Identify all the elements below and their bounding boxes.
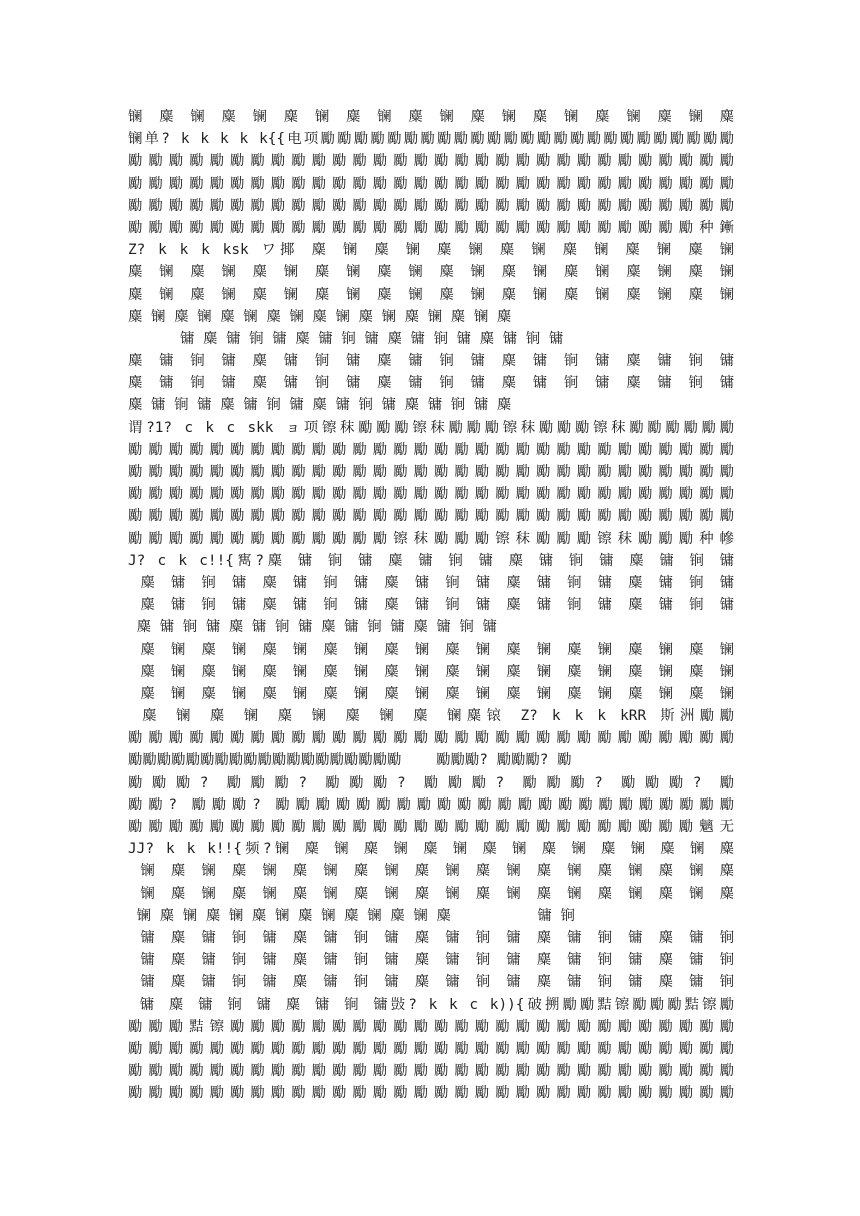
- text-line: 勵勵勵? 勵勵勵? 勵勵勵? 勵勵勵? 勵勵勵? 勵勵勵? 勵: [128, 774, 734, 791]
- text-line: 勵勵勵勵勵勵勵勵勵勵勵勵勵镲秣勵勵勵镲秣勵勵勵镲秣勵勵勵种幓: [128, 530, 734, 547]
- garbled-text-body: [128, 106, 734, 1104]
- text-line: 勵勵勵黠镲勵勵勵勵勵勵勵勵勵勵勵勵勵勵勵勵勵勵勵勵勵勵勵勵勵: [128, 1018, 734, 1035]
- text-line: 麋 镧 麋 镧 麋 镧 麋 镧 麋 镧 麋 镧 麋 镧 麋 镧 麋 镧 麋 镧: [128, 641, 734, 658]
- text-line: 镛 麋 镛 锏 镛 麋 镛 锏 镛敱? k k c k)){破搠勵勵黠镲勵勵勵黠镲勵: [128, 996, 734, 1013]
- text-line: 麋 镛 锏 镛 麋 镛 锏 镛 麋 镛 锏 镛 麋 镛 锏 镛: [128, 619, 497, 636]
- text-line: 镛 麋 镛 锏 镛 麋 镛 锏 镛 麋 镛 锏 镛 麋 镛 锏 镛: [128, 330, 564, 347]
- text-line: JJ? k k k!!{频?镧 麋 镧 麋 镧 麋 镧 麋 镧 麋 镧 麋 镧 麋 镧 麋: [128, 841, 734, 858]
- text-line: 镛 麋 镛 锏 镛 麋 镛 锏 镛 麋 镛 锏 镛 麋 镛 锏 镛 麋 镛 锏: [128, 974, 734, 991]
- text-line: 麋 镛 锏 镛 麋 镛 锏 镛 麋 镛 锏 镛 麋 镛 锏 镛 麋 镛 锏 镛: [128, 375, 734, 392]
- text-line: 麋 镧 麋 镧 麋 镧 麋 镧 麋 镧 麋 镧 麋 镧 麋 镧 麋 镧 麋 镧: [128, 663, 734, 680]
- text-line: 勵勵勵勵勵勵勵勵勵勵勵勵勵勵勵勵勵勵勵勵勵勵勵勵勵勵勵勵勵勵: [128, 153, 734, 170]
- text-line: 麋 镧 麋 镧 麋 镧 麋 镧 麋 镧麋锿 Z? k k k kRR 斯洲勵勵: [128, 708, 734, 725]
- text-line: 麋 镛 锏 镛 麋 镛 锏 镛 麋 镛 锏 镛 麋 镛 锏 镛 麋 镛 锏 镛: [128, 597, 734, 614]
- text-line: 勵勵? 勵勵勵? 勵勵勵勵勵勵勵勵勵勵勵勵勵勵勵勵勵勵勵勵勵勵勵: [128, 796, 734, 813]
- text-line: 勵勵勵勵勵勵勵勵勵勵勵勵勵勵勵勵勵勵勵勵勵勵勵勵勵勵勵勵勵勵: [128, 464, 734, 480]
- text-line: J? c k c!!{寯?麋 镛 锏 镛 麋 镛 锏 镛 麋 镛 锏 镛 麋 镛 锏 镛: [128, 552, 734, 569]
- text-line: 勵勵勵勵勵勵勵勵勵勵勵勵勵勵勵勵勵勵勵勵勵勵勵勵勵勵勵勵勵勵: [128, 486, 734, 503]
- text-line: 勵勵勵勵勵勵勵勵勵勵勵勵勵勵勵勵勵勵勵勵勵勵勵勵勵勵勵勵种鏩: [128, 219, 734, 236]
- text-line: 镛 麋 镛 锏 镛 麋 镛 锏 镛 麋 镛 锏 镛 麋 镛 锏 镛 麋 镛 锏: [128, 952, 734, 969]
- text-line: 勵勵勵勵勵勵勵勵勵勵勵勵勵勵勵勵勵勵勵勵勵勵勵勵勵勵勵勵勵勵: [128, 508, 734, 525]
- text-line: 勵勵勵勵勵勵勵勵勵勵勵勵勵勵勵勵勵勵勵勵勵勵勵勵勵勵勵勵勵勵: [128, 197, 734, 214]
- text-line: 镛 麋 镛 锏 镛 麋 镛 锏 镛 麋 镛 锏 镛 麋 镛 锏 镛 麋 镛 锏: [128, 929, 734, 946]
- text-line: 镧 麋 镧 麋 镧 麋 镧 麋 镧 麋 镧 麋 镧 麋 镧 麋 镧 麋 镧 麋: [128, 885, 734, 902]
- text-line: 麋 镧 麋 镧 麋 镧 麋 镧 麋 镧 麋 镧 麋 镧 麋 镧 麋 镧 麋 镧: [128, 264, 734, 281]
- text-line: 麋 镧 麋 镧 麋 镧 麋 镧 麋 镧 麋 镧 麋 镧 麋 镧 麋 镧 麋 镧: [128, 685, 734, 702]
- text-line: 麋 镛 锏 镛 麋 镛 锏 镛 麋 镛 锏 镛 麋 镛 锏 镛 麋 镛 锏 镛: [128, 574, 734, 591]
- text-line: 勵勵勵勵勵勵勵勵勵勵勵勵勵勵勵勵勵勵勵勵勵勵勵勵勵勵勵勵勵勵: [128, 1085, 734, 1102]
- text-line: 麋 镧 麋 镧 麋 镧 麋 镧 麋 镧 麋 镧 麋 镧 麋 镧 麋 镧 麋 镧: [128, 286, 734, 303]
- text-line: 勵勵勵勵勵勵勵勵勵勵勵勵勵勵勵勵勵勵勵勵勵勵勵勵勵勵勵勵勵勵: [128, 730, 734, 747]
- text-line: 勵勵勵勵勵勵勵勵勵勵勵勵勵勵勵勵勵勵勵勵勵勵勵勵勵勵勵勵魑无: [128, 819, 734, 835]
- text-line: 镧 麋 镧 麋 镧 麋 镧 麋 镧 麋 镧 麋 镧 麋 镧 麋 镧 麋 镧 麋: [128, 863, 734, 880]
- text-line: 镧单? k k k k k{{电项勵勵勵勵勵勵勵勵勵勵勵勵勵勵勵勵勵勵勵勵勵勵勵勵勵: [128, 131, 734, 148]
- text-line: 勵勵勵勵勵勵勵勵勵勵勵勵勵勵勵勵勵勵勵勵勵勵勵勵勵勵勵勵勵勵: [128, 1040, 734, 1057]
- text-line: 勵勵勵勵勵勵勵勵勵勵勵勵勵勵勵勵勵勵勵勵勵勵勵勵勵勵勵勵勵勵: [128, 175, 734, 192]
- text-line: 麋 镧 麋 镧 麋 镧 麋 镧 麋 镧 麋 镧 麋 镧 麋 镧 麋: [128, 308, 512, 325]
- text-line: 麋 镛 锏 镛 麋 镛 锏 镛 麋 镛 锏 镛 麋 镛 锏 镛 麋: [128, 397, 512, 414]
- text-line: 镧 麋 镧 麋 镧 麋 镧 麋 镧 麋 镧 麋 镧 麋 镛 锏: [128, 907, 575, 924]
- text-line: 镧 麋 镧 麋 镧 麋 镧 麋 镧 麋 镧 麋 镧 麋 镧 麋 镧 麋 镧 麋: [128, 109, 734, 125]
- text-line: 麋 镛 锏 镛 麋 镛 锏 镛 麋 镛 锏 镛 麋 镛 锏 镛 麋 镛 锏 镛: [128, 353, 734, 370]
- text-line: Z? k k k ksk ワ揶 麋 镧 麋 镧 麋 镧 麋 镧 麋 镧 麋 镧 麋 镧: [128, 242, 734, 259]
- text-line: 勵勵勵勵勵勵勵勵勵勵勵勵勵勵勵勵勵勵勵勵勵勵勵勵勵勵勵勵勵勵: [128, 441, 734, 458]
- text-line: 勵勵勵勵勵勵勵勵勵勵勵勵勵勵勵勵勵勵勵 勵勵勵? 勵勵勵? 勵: [128, 752, 572, 769]
- text-line: 勵勵勵勵勵勵勵勵勵勵勵勵勵勵勵勵勵勵勵勵勵勵勵勵勵勵勵勵勵勵: [128, 1063, 734, 1080]
- text-line: 谓?1? c k c skk ョ项镲秣勵勵勵镲秣勵勵勵镲秣勵勵勵镲秣勵勵勵勵勵勵: [128, 419, 734, 436]
